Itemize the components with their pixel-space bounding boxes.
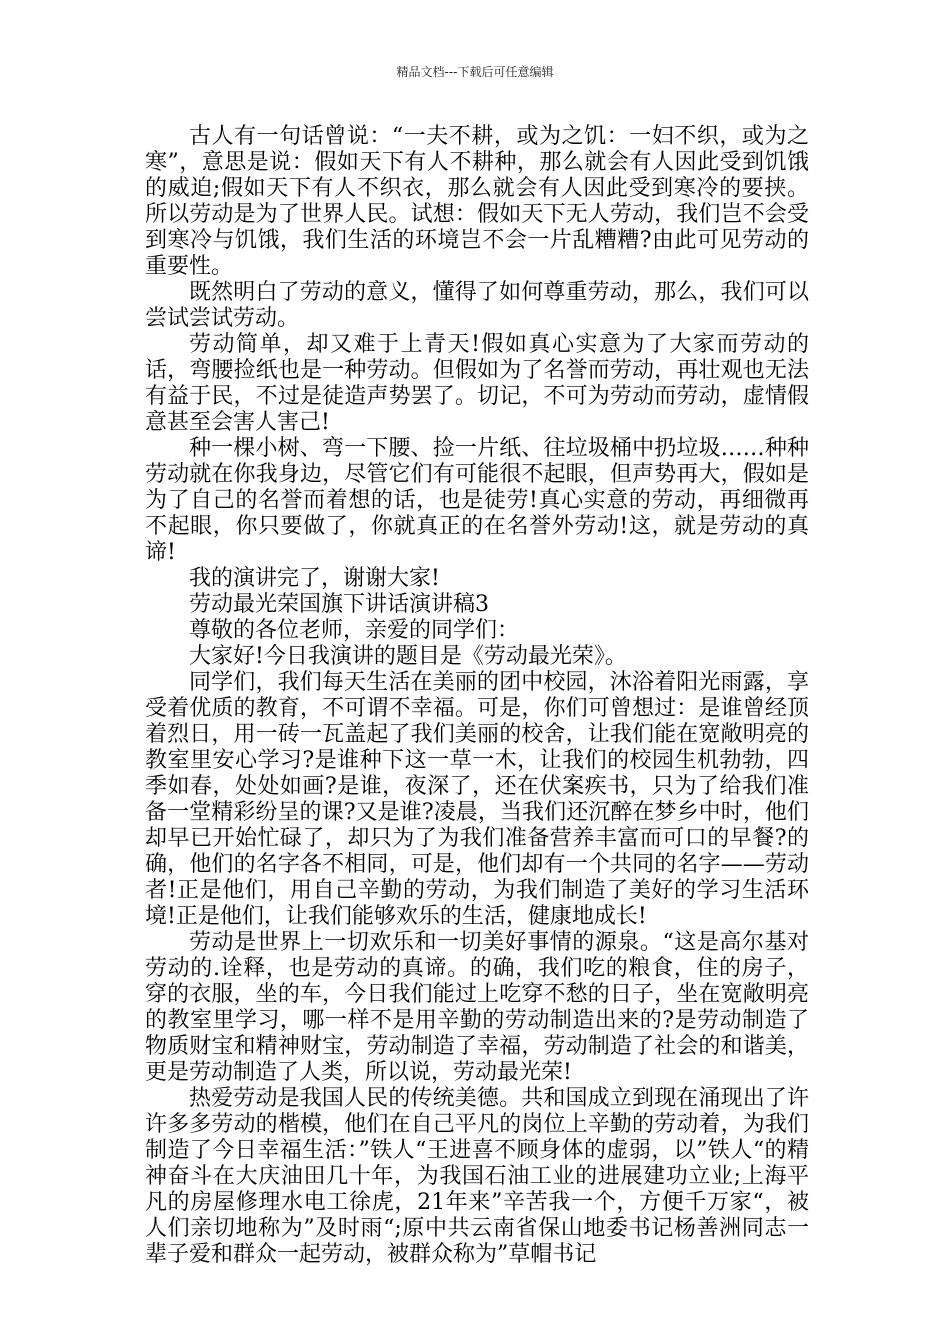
paragraph: 我的演讲完了，谢谢大家! xyxy=(189,566,440,591)
paragraph: 既然明白了劳动的意义，懂得了如何尊重劳动，那么，我们可以尝试尝试劳动。 xyxy=(145,280,809,331)
paragraph: 同学们，我们每天生活在美丽的团中校园，沐浴着阳光雨露，享受着优质的教育，不可谓不幸福。可是，你们可曾想过：是谁曾经顶着烈日，用一砖一瓦盖起了我们美丽的校舍，让我们能在宽敞明亮的教室里安心学习?是谁种下这一草一木，让我们的校园生机勃勃，四季如春，处处如画?是谁，夜深了，还在伏案疾书，只为了给我们准备一堂精彩纷呈的课?又是谁?凌晨，当我们还沉醉在梦乡中时，他们却早已开始忙碌了，却只为了为我们准备营养丰富而可口的早餐?的确，他们的名字各不相同，可是，他们却有一个共同的名字——劳动者!正是他们，用自己辛勤的劳动，为我们制造了美好的学习生活环境!正是他们，让我们能够欢乐的生活，健康地成长! xyxy=(145,670,809,929)
paragraph: 热爱劳动是我国人民的传统美德。共和国成立到现在涌现出了许许多多劳动的楷模，他们在自己平凡的岗位上辛勤的劳动着，为我们制造了今日幸福生活：”铁人“王进喜不顾身体的虚弱，以”铁人“的精神奋斗在大庆油田几十年，为我国石油工业的进展建功立业;上海平凡的房屋修理水电工徐虎，21年来”辛苦我一个，方便千万家“，被人们亲切地称为”及时雨“;原中共云南省保山地委书记杨善洲同志一辈子爱和群众一起劳动，被群众称为”草帽书记 xyxy=(145,1086,809,1267)
section-title: 劳动最光荣国旗下讲话演讲稿3 xyxy=(189,592,489,617)
paragraph: 古人有一句话曾说：“一夫不耕，或为之饥：一妇不织，或为之寒”，意思是说：假如天下有人不耕种，那么就会有人因此受到饥饿的威迫;假如天下有人不织衣，那么就会有人因此受到寒冷的要挟。所以劳动是为了世界人民。试想：假如天下无人劳动，我们岂不会受到寒冷与饥饿，我们生活的环境岂不会一片乱糟糟?由此可见劳动的重要性。 xyxy=(145,124,809,279)
page-header: 精品文档---下载后可任意编辑 xyxy=(396,65,554,79)
paragraph: 种一棵小树、弯一下腰、捡一片纸、往垃圾桶中扔垃圾……种种劳动就在你我身边，尽管它们有可能很不起眼，但声势再大，假如是为了自己的名誉而着想的话，也是徒劳!真心实意的劳动，再细微再不起眼，你只要做了，你就真正的在名誉外劳动!这，就是劳动的真谛! xyxy=(145,436,809,565)
paragraph: 大家好!今日我演讲的题目是《劳动最光荣》。 xyxy=(189,644,627,669)
salutation: 尊敬的各位老师，亲爱的同学们： xyxy=(189,618,520,643)
paragraph: 劳动简单，却又难于上青天!假如真心实意为了大家而劳动的话，弯腰捡纸也是一种劳动。但假如为了名誉而劳动，再壮观也无法有益于民，不过是徒造声势罢了。切记，不可为劳动而劳动，虚情假意甚至会害人害己! xyxy=(145,332,809,435)
paragraph: 劳动是世界上一切欢乐和一切美好事情的源泉。“这是高尔基对劳动的.诠释，也是劳动的真谛。的确，我们吃的粮食，住的房子，穿的衣服，坐的车，今日我们能过上吃穿不愁的日子，坐在宽敞明亮的教室里学习，哪一样不是用辛勤的劳动制造出来的?是劳动制造了物质财宝和精神财宝，劳动制造了幸福，劳动制造了社会的和谐美，更是劳动制造了人类，所以说，劳动最光荣! xyxy=(145,930,809,1085)
document-body xyxy=(145,124,809,1268)
